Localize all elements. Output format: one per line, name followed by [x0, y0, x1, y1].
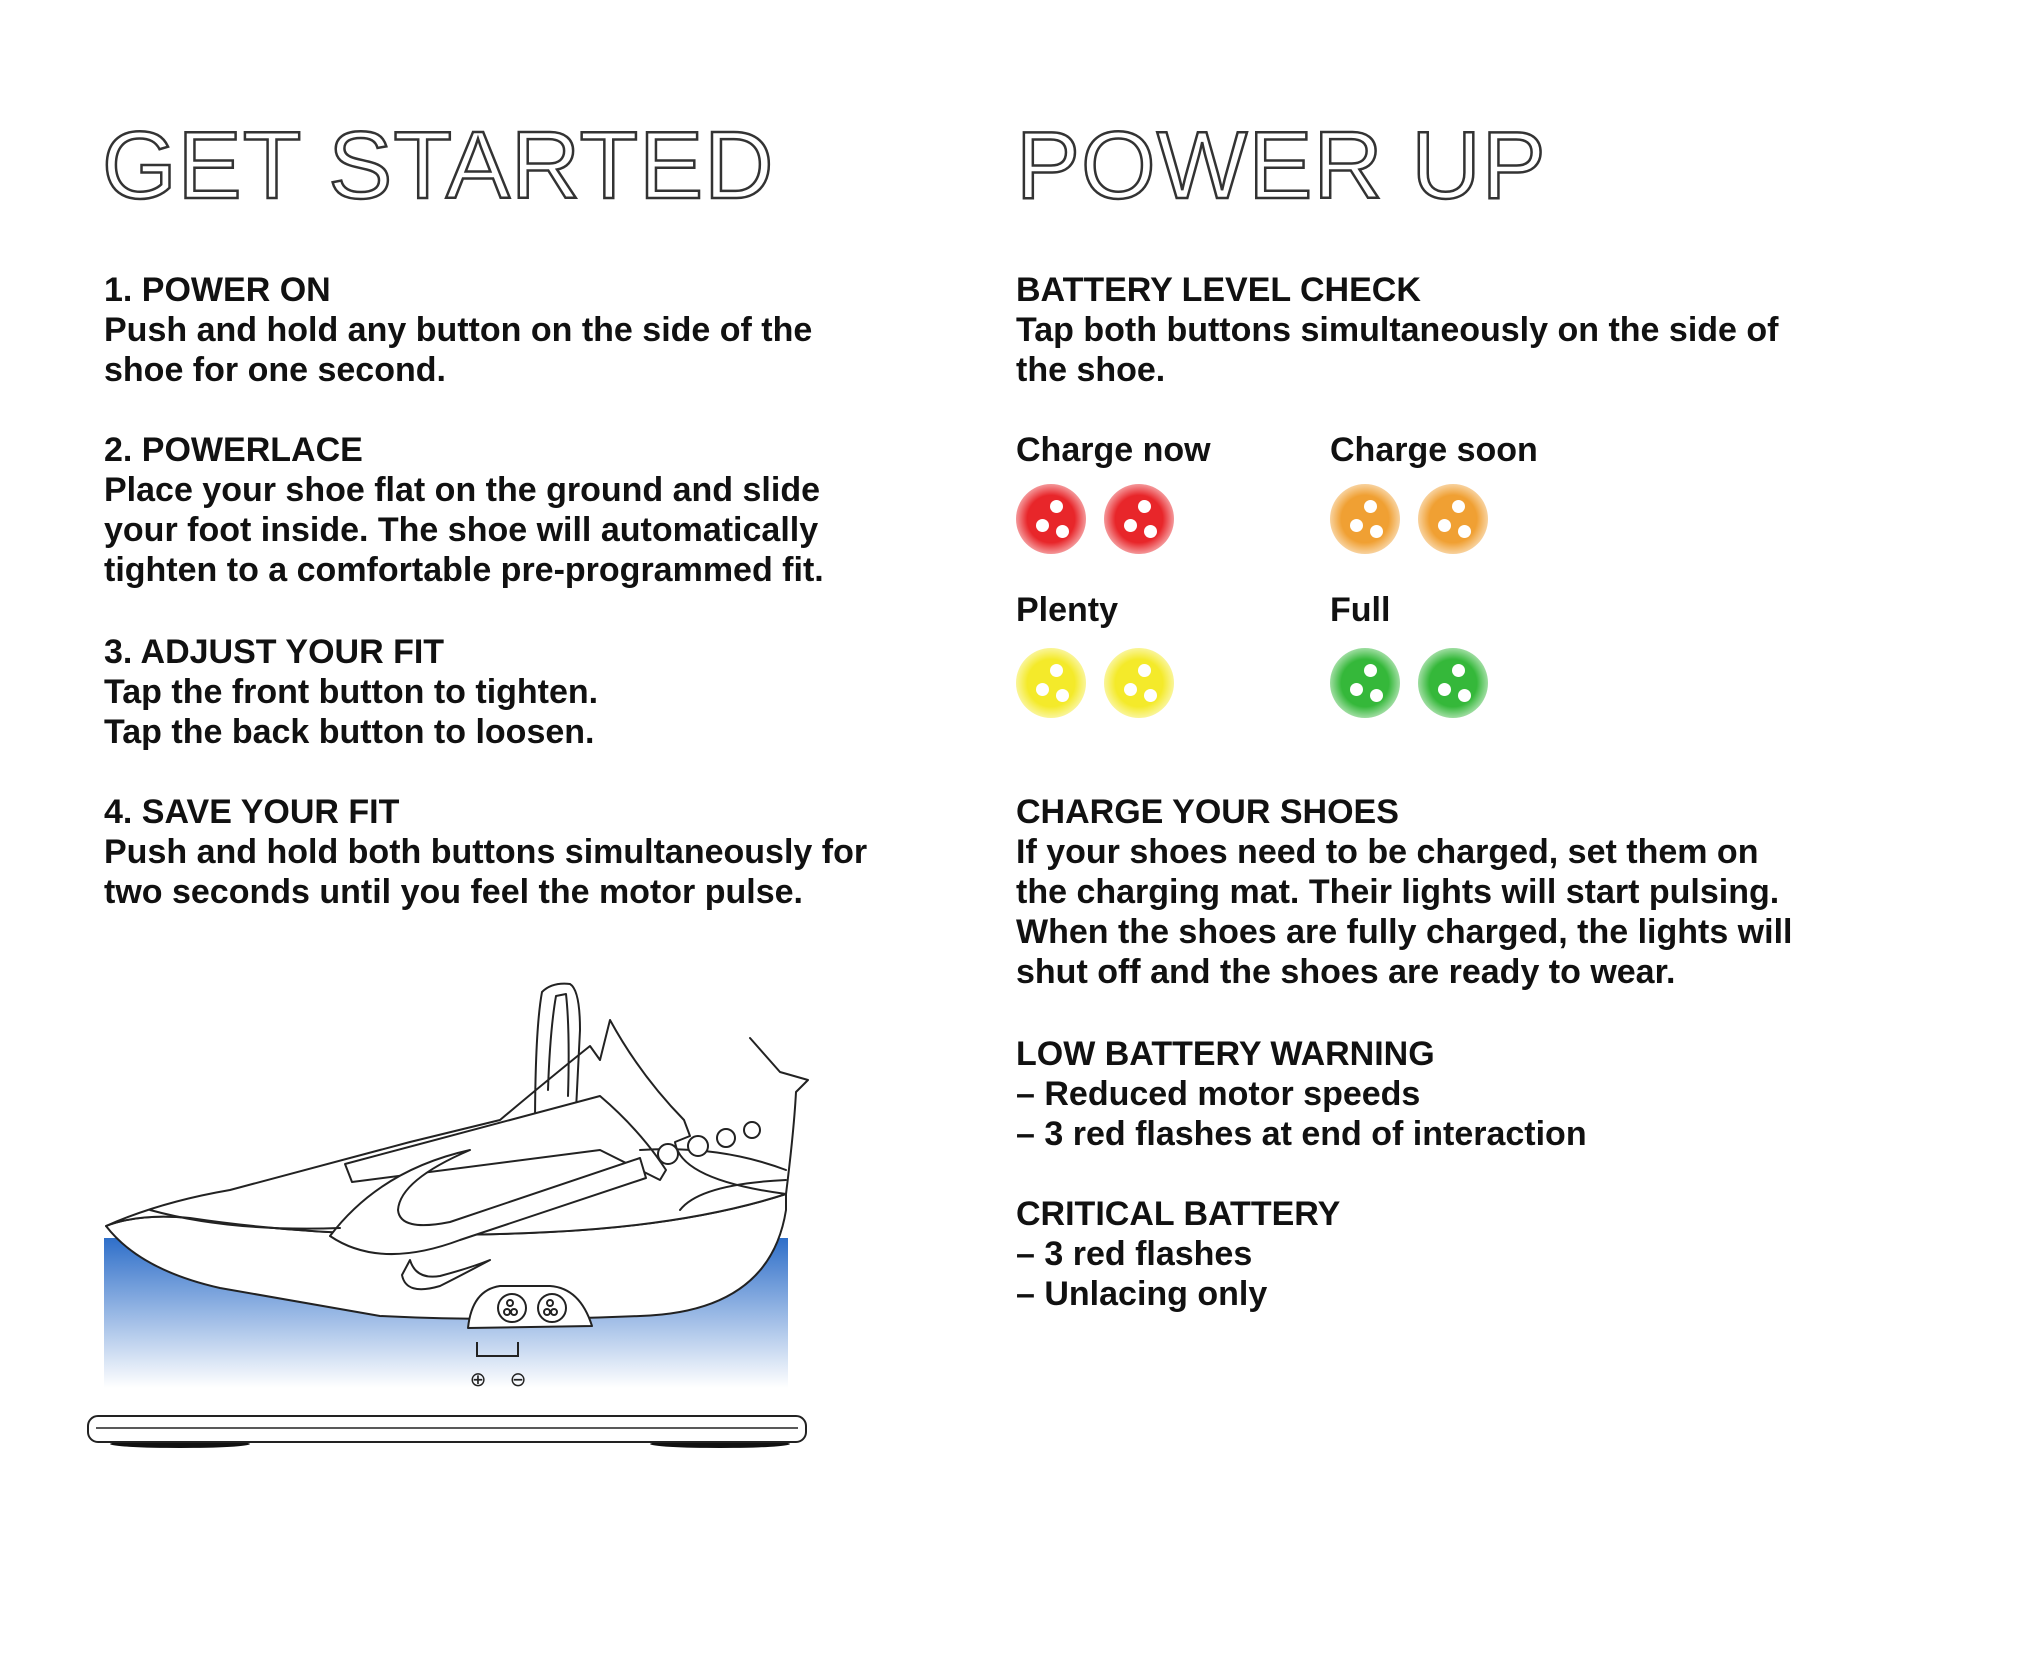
shoe-outline: [106, 984, 808, 1328]
step-text-line: Push and hold both buttons simultaneously for: [104, 833, 868, 871]
section-text-line: Tap both buttons simultaneously on the side of: [1016, 311, 1779, 349]
step-text-line: shoe for one second.: [104, 351, 446, 389]
section-text-line: – Unlacing only: [1016, 1275, 1268, 1313]
low-battery-warning: [1016, 1034, 1587, 1154]
level-label-charge-now: Charge now: [1016, 431, 1211, 469]
step-text-line: two seconds until you feel the motor pulse.: [104, 873, 803, 911]
plus-icon: ⊕: [469, 1367, 487, 1391]
step-heading: 3. ADJUST YOUR FIT: [104, 633, 445, 671]
section-text-line: When the shoes are fully charged, the lights will: [1016, 913, 1793, 951]
battery-level-check: [1016, 270, 1778, 390]
charging-mat: [88, 1416, 806, 1442]
step-heading: 2. POWERLACE: [104, 431, 363, 469]
led-indicator-yellow: [1104, 648, 1174, 718]
level-label-charge-soon: Charge soon: [1330, 431, 1538, 469]
critical-battery: [1016, 1194, 1340, 1314]
section-text-line: – 3 red flashes: [1016, 1235, 1253, 1273]
step-power-on: [104, 270, 812, 390]
led-indicator-red: [1104, 484, 1174, 554]
section-text-line: the charging mat. Their lights will start pulsing.: [1016, 873, 1780, 911]
section-heading: CHARGE YOUR SHOES: [1016, 793, 1399, 831]
led-indicator-yellow: [1016, 648, 1086, 718]
step-text-line: Push and hold any button on the side of the: [104, 311, 813, 349]
step-text-line: Place your shoe flat on the ground and slide: [104, 471, 820, 509]
get-started-title: GET STARTED: [102, 112, 775, 219]
section-text-line: – 3 red flashes at end of interaction: [1016, 1115, 1587, 1153]
charge-your-shoes: [1016, 792, 1792, 992]
section-text-line: – Reduced motor speeds: [1016, 1075, 1421, 1113]
section-text-line: If your shoes need to be charged, set them on: [1016, 833, 1759, 871]
level-label-full: Full: [1330, 591, 1391, 629]
led-indicator-red: [1016, 484, 1086, 554]
section-text-line: shut off and the shoes are ready to wear.: [1016, 953, 1676, 991]
step-text-line: your foot inside. The shoe will automatically: [104, 511, 819, 549]
step-heading: 4. SAVE YOUR FIT: [104, 793, 400, 831]
step-text-line: Tap the front button to tighten.: [104, 673, 599, 711]
power-up-title: POWER UP: [1016, 112, 1547, 219]
minus-icon: ⊖: [509, 1367, 527, 1391]
step-heading: 1. POWER ON: [104, 271, 331, 309]
step-text-line: Tap the back button to loosen.: [104, 713, 595, 751]
led-indicator-orange: [1418, 484, 1488, 554]
led-indicator-orange: [1330, 484, 1400, 554]
shoe-on-charging-mat-illustration: [80, 970, 820, 1460]
led-indicator-green: [1418, 648, 1488, 718]
step-adjust-fit: [104, 632, 598, 752]
led-indicator-green: [1330, 648, 1400, 718]
section-heading: LOW BATTERY WARNING: [1016, 1035, 1435, 1073]
step-save-fit: [104, 792, 867, 912]
section-heading: CRITICAL BATTERY: [1016, 1195, 1341, 1233]
step-text-line: tighten to a comfortable pre-programmed fit.: [104, 551, 824, 589]
step-powerlace: [104, 430, 824, 590]
level-label-plenty: Plenty: [1016, 591, 1119, 629]
section-text-line: the shoe.: [1016, 351, 1166, 389]
section-heading: BATTERY LEVEL CHECK: [1016, 271, 1421, 309]
